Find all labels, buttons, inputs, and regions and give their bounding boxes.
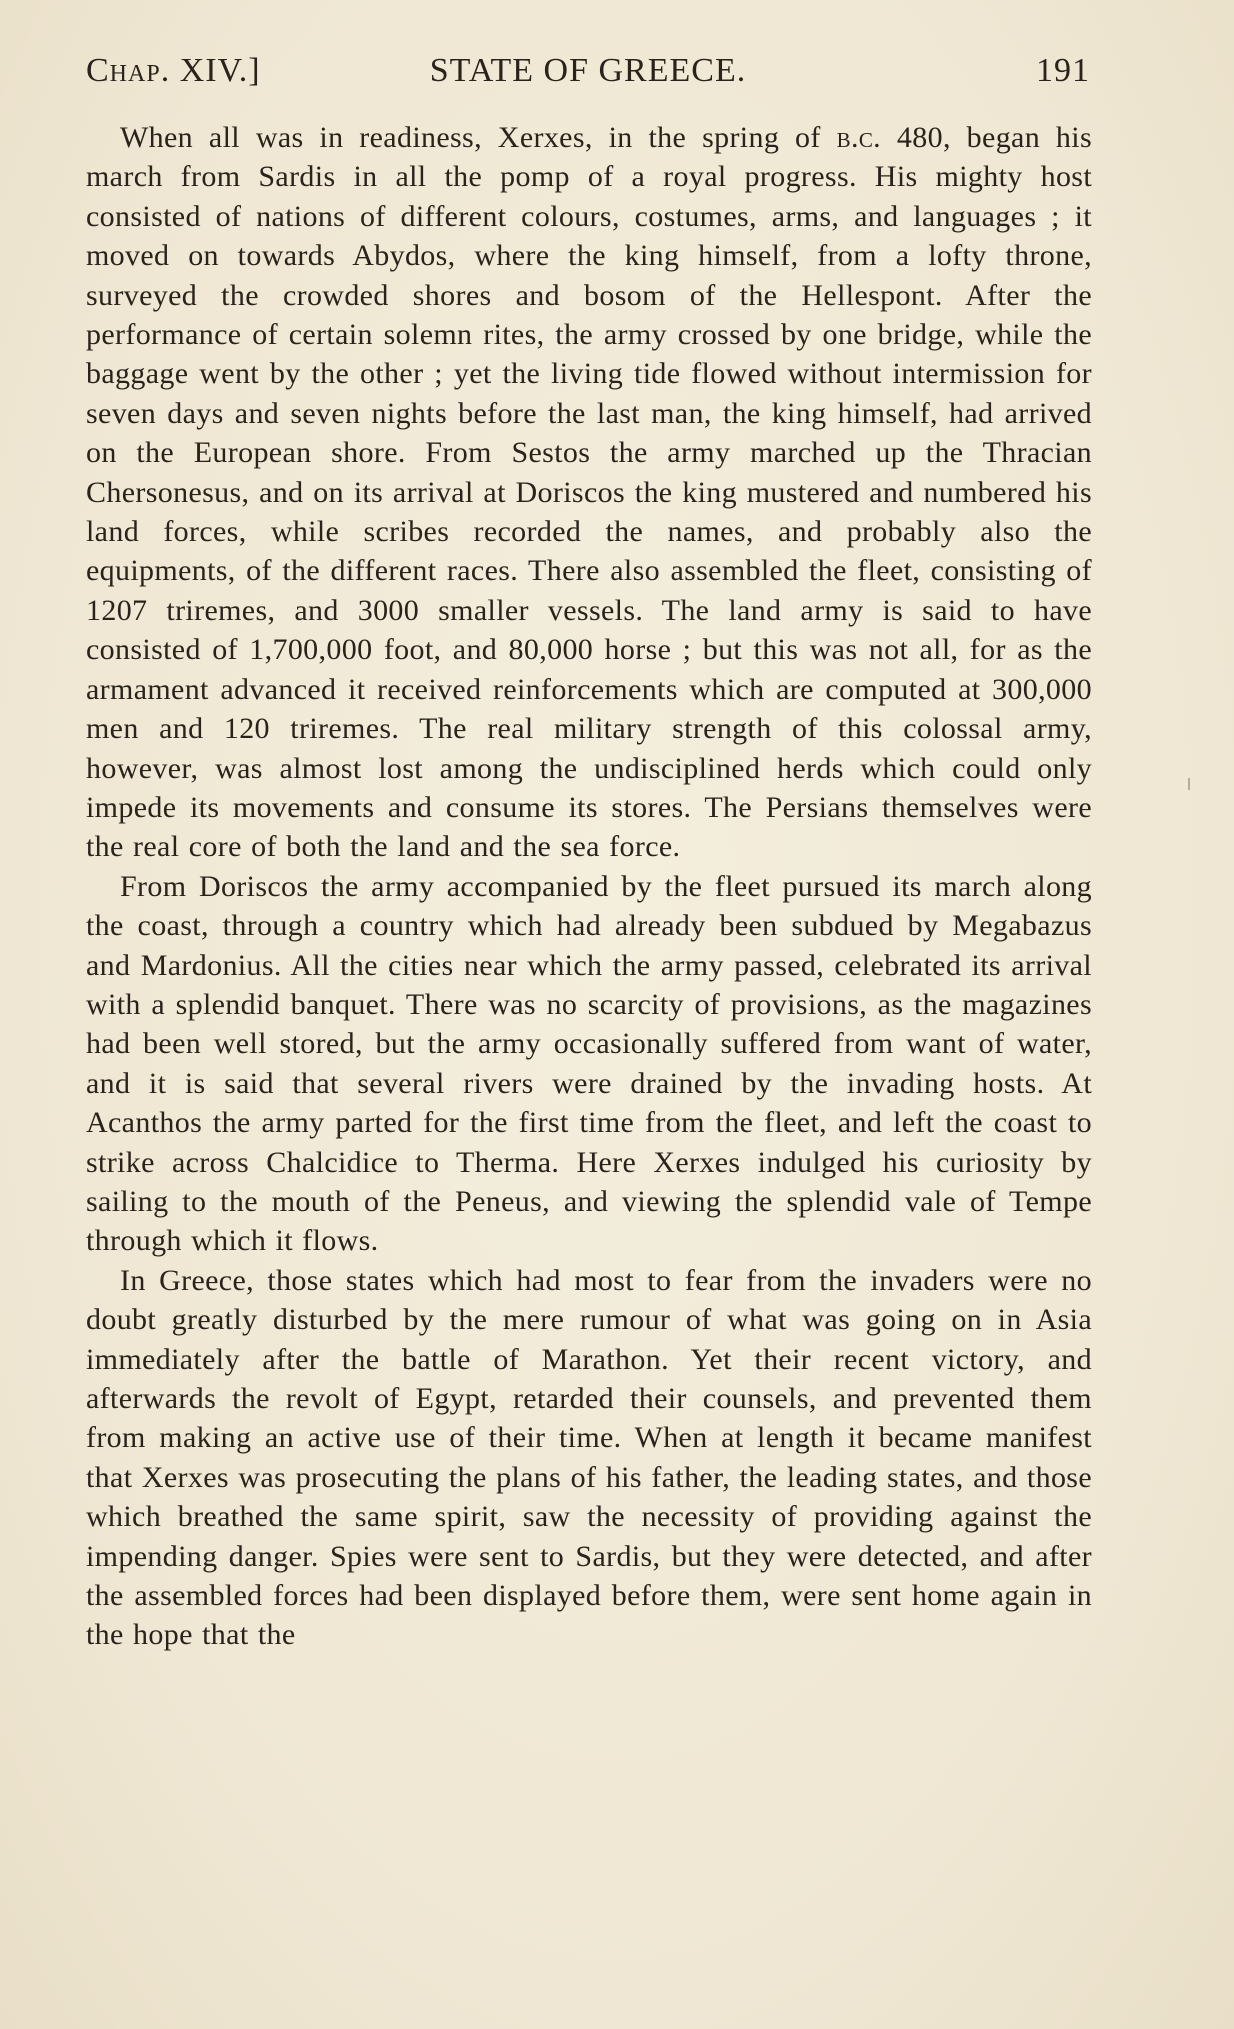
page-title: STATE OF GREECE. [429,52,747,89]
page-number: 191 [1036,52,1090,89]
margin-mark [1188,778,1190,790]
body-text [86,118,1092,1655]
paragraph-1 [86,118,1092,867]
paragraph-1-start: When all was in readiness, Xerxes, in the spring of [120,121,837,154]
running-head [86,52,1090,100]
paragraph-1-rest: 480, began his march from Sardis in all the pomp of a royal progress. His mighty host consisted of nations of different colours, costumes, arms, and languages ; it moved on towards Abydos, where the king himself, from a lofty throne, surveyed the crowded shores and bosom of the Hellespont. After the performance of certain solemn rites, the army crossed by one bridge, while the baggage went by the other ; yet the living tide flowed without intermission for seven days and seven nights before the last man, the king himself, had arrived on the European shore. From Sestos the army marched up the Thracian Chersonesus, and on its arrival at Doriscos the king mustered and numbered his land forces, while scribes recorded the names, and probably also the equipments, of the different races. There also assembled the fleet, consisting of 1207 triremes, and 3000 smaller vessels. The land army is said to have consisted of 1,700,000 foot, and 80,000 horse ; but this was not all, for as the armament advanced it received reinforcements which are computed at 300,000 men and 120 triremes. The real military strength of this colossal army, however, was almost lost among the undisciplined herds which could only impede its movements and consume its stores. The Persians themselves were the real core of both the land and the sea force. [86,121,1092,864]
chapter-label: Chap. XIV.] [86,52,261,89]
paragraph-2: From Doriscos the army accompanied by the fleet pursued its march along the coast, through a country which had already been subdued by Megabazus and Mardonius. All the cities near which the army passed, celebrated its arrival with a splendid banquet. There was no scarcity of provisions, as the magazines had been well stored, but the army occasionally suffered from want of water, and it is said that several rivers were drained by the invading hosts. At Acanthos the army parted for the first time from the fleet, and left the coast to strike across Chalcidice to Therma. Here Xerxes indulged his curiosity by sailing to the mouth of the Peneus, and viewing the splendid vale of Tempe through which it flows. [86,869,1092,1258]
paragraph-3: In Greece, those states which had most to fear from the invaders were no doubt greatly disturbed by the mere rumour of what was going on in Asia immediately after the battle of Marathon. Yet their recent victory, and afterwards the revolt of Egypt, retarded their counsels, and prevented them from making an active use of their time. When at length it became manifest that Xerxes was prosecuting the plans of his father, the leading states, and those which breathed the same spirit, saw the necessity of providing against the impending danger. Spies were sent to Sardis, but they were detected, and after the assembled forces had been displayed before them, were sent home again in the hope that the [86,1263,1092,1652]
era-abbreviation: b.c. [836,121,882,154]
